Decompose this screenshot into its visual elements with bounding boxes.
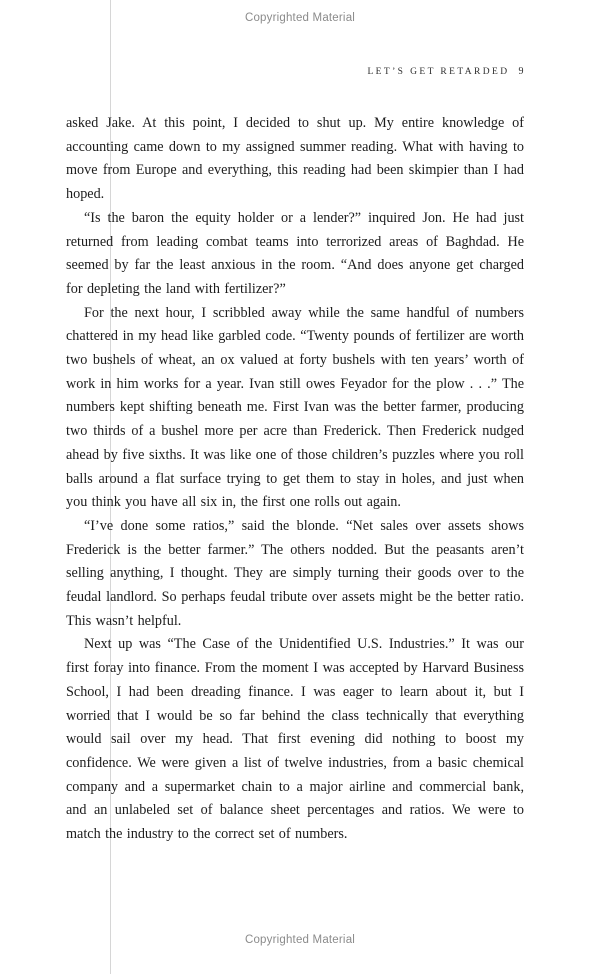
paragraph: For the next hour, I scribbled away while the same handful of numbers chattered in my head like garbled code. “Twenty pounds of fertilizer are worth two bushels of wheat, an ox valued at forty bushels with ten years’ worth of work in him works for a year. Ivan still owes Feyador for the plow . . .” The numbers kept shifting beneath me. First Ivan was the better farmer, producing two thirds of a bushel more per acre than Frederick. Then Frederick nudged ahead by five sixths. It was like one of those children’s puzzles where you roll balls around a flat surface trying to get them to stay in holes, and just when you think you have all six in, the first one rolls out again. <box>66 304 524 511</box>
paragraph: Next up was “The Case of the Unidentified U.S. Industries.” It was our first foray into finance. From the moment I was accepted by Harvard Business School, I had been dreading finance. I was eager to learn about it, but I worried that I would be so far behind the class technically that everything would sail over my head. That first evening did nothing to boost my confidence. We were given a list of twelve industries, from a basic chemical company and a supermarket chain to a major airline and commercial bank, and an unlabeled set of balance sheet percentages and ratios. We were to match the industry to the correct set of numbers. <box>66 636 524 843</box>
running-header <box>66 66 524 77</box>
copyright-notice-top: Copyrighted Material <box>244 12 356 24</box>
page-body <box>66 112 524 847</box>
copyright-notice-bottom: Copyrighted Material <box>244 934 356 946</box>
paragraph: “I’ve done some ratios,” said the blonde. “Net sales over assets shows Frederick is the better farmer.” The others nodded. But the peasants aren’t selling anything, I thought. They are simply turning their goods over to the feudal landlord. So perhaps feudal tribute over assets might be the better ratio. This wasn’t helpful. <box>66 517 524 629</box>
paragraph: asked Jake. At this point, I decided to shut up. My entire knowledge of accounting came down to my assigned summer reading. What with having to move from Europe and everything, this reading had been skimpier than I had hoped. <box>66 115 524 203</box>
page-number: 9 <box>518 66 524 77</box>
running-header-title: LET’S GET RETARDED <box>367 67 510 77</box>
paragraph: “Is the baron the equity holder or a lender?” inquired Jon. He had just returned from leading combat teams into terrorized areas of Baghdad. He seemed by far the least anxious in the room. “And does anyone get charged for depleting the land with fertilizer?” <box>66 209 524 297</box>
